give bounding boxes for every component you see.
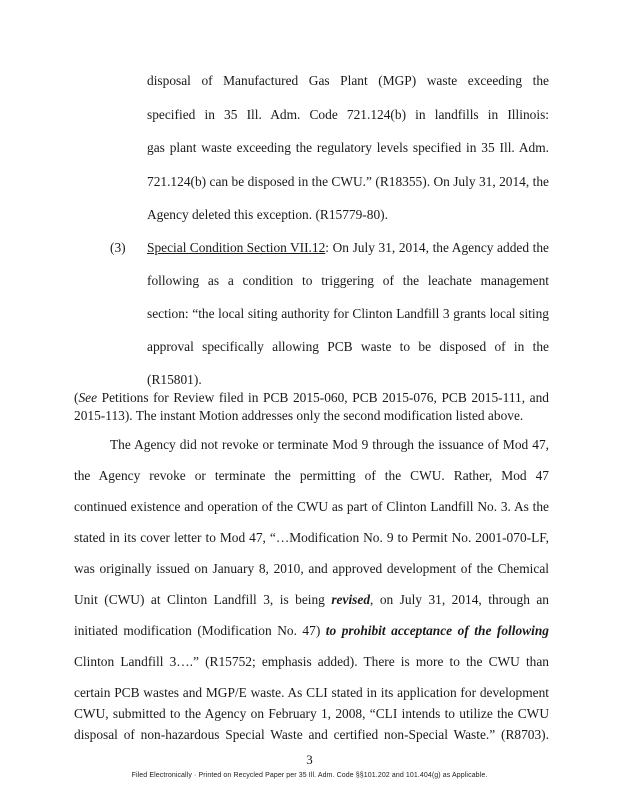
page-number: 3 — [306, 752, 313, 767]
item3-line-5: (R15801). — [147, 372, 202, 387]
main-para-line-3: continued existence and operation of the CWU as part of Clinton Landfill No. 3. As the — [74, 499, 549, 514]
item2-line-3: gas plant waste exceeding the regulatory levels specified in 35 Ill. Adm. — [147, 140, 549, 155]
main-para-line-1: The Agency did not revoke or terminate Mod 9 through the issuance of Mod 47, — [110, 437, 549, 452]
main-para-line-2: the Agency revoke or terminate the permitting of the CWU. Rather, Mod 47 — [74, 468, 549, 483]
emphasis-prohibit: to prohibit acceptance of the following — [325, 623, 549, 638]
item3-line-3: section: “the local siting authority for Clinton Landfill 3 grants local siting — [147, 306, 549, 321]
item2-line-4: 721.124(b) can be disposed in the CWU.” (R18355). On July 31, 2014, the — [147, 174, 549, 189]
item2-line-1: disposal of Manufactured Gas Plant (MGP) waste exceeding the — [147, 73, 549, 88]
item3-line-2: following as a condition to triggering of the leachate management — [147, 273, 549, 288]
item3-heading: Special Condition Section VII.12 — [147, 240, 326, 255]
item3-line-1-rest: : On July 31, 2014, the Agency added the — [325, 240, 549, 255]
main-para-line-4: stated in its cover letter to Mod 47, “…Modification No. 9 to Permit No. 2001-070-LF, — [74, 530, 549, 545]
emphasis-revised: revised — [331, 592, 371, 607]
main-para-line-11: disposal of non-hazardous Special Waste and certified non-Special Waste.” (R8703). — [74, 727, 549, 742]
line7-a: initiated modification (Modification No. 47) — [74, 623, 326, 638]
item3-line-1 — [147, 240, 549, 256]
line6-a: Unit (CWU) at Clinton Landfill 3, is being — [74, 592, 332, 607]
item3-line-4: approval specifically allowing PCB waste to be disposed of in the — [147, 339, 549, 354]
main-para-line-7 — [74, 623, 549, 639]
item3-number: (3) — [110, 240, 126, 255]
see-signal: See — [78, 390, 98, 405]
line6-b: , on July 31, 2014, through an — [370, 592, 549, 607]
see-para-line-2: 2015-113). The instant Motion addresses only the second modification listed above. — [74, 408, 524, 423]
item2-line-2: specified in 35 Ill. Adm. Code 721.124(b) in landfills in Illinois: — [147, 107, 549, 122]
main-para-line-9: certain PCB wastes and MGP/E waste. As CLI stated in its application for development — [74, 685, 549, 700]
item2-line-5: Agency deleted this exception. (R15779-80). — [147, 207, 388, 222]
main-para-line-10: CWU, submitted to the Agency on February 1, 2008, “CLI intends to utilize the CWU — [74, 706, 549, 721]
main-para-line-8: Clinton Landfill 3….” (R15752; emphasis added). There is more to the CWU than — [74, 654, 549, 669]
main-para-line-6 — [74, 592, 549, 608]
filing-footer: Filed Electronically · Printed on Recycled Paper per 35 Ill. Adm. Code §§101.202 and 101.404(g) as Applicable. — [131, 772, 488, 779]
main-para-line-5: was originally issued on January 8, 2010, and approved development of the Chemical — [74, 561, 549, 576]
see-para-line-1-rest: Petitions for Review filed in PCB 2015-060, PCB 2015-076, PCB 2015-111, and — [101, 390, 549, 405]
see-para-line-1: (See Petitions for Review filed in PCB 2015-060, PCB 2015-076, PCB 2015-111, and — [74, 390, 549, 406]
